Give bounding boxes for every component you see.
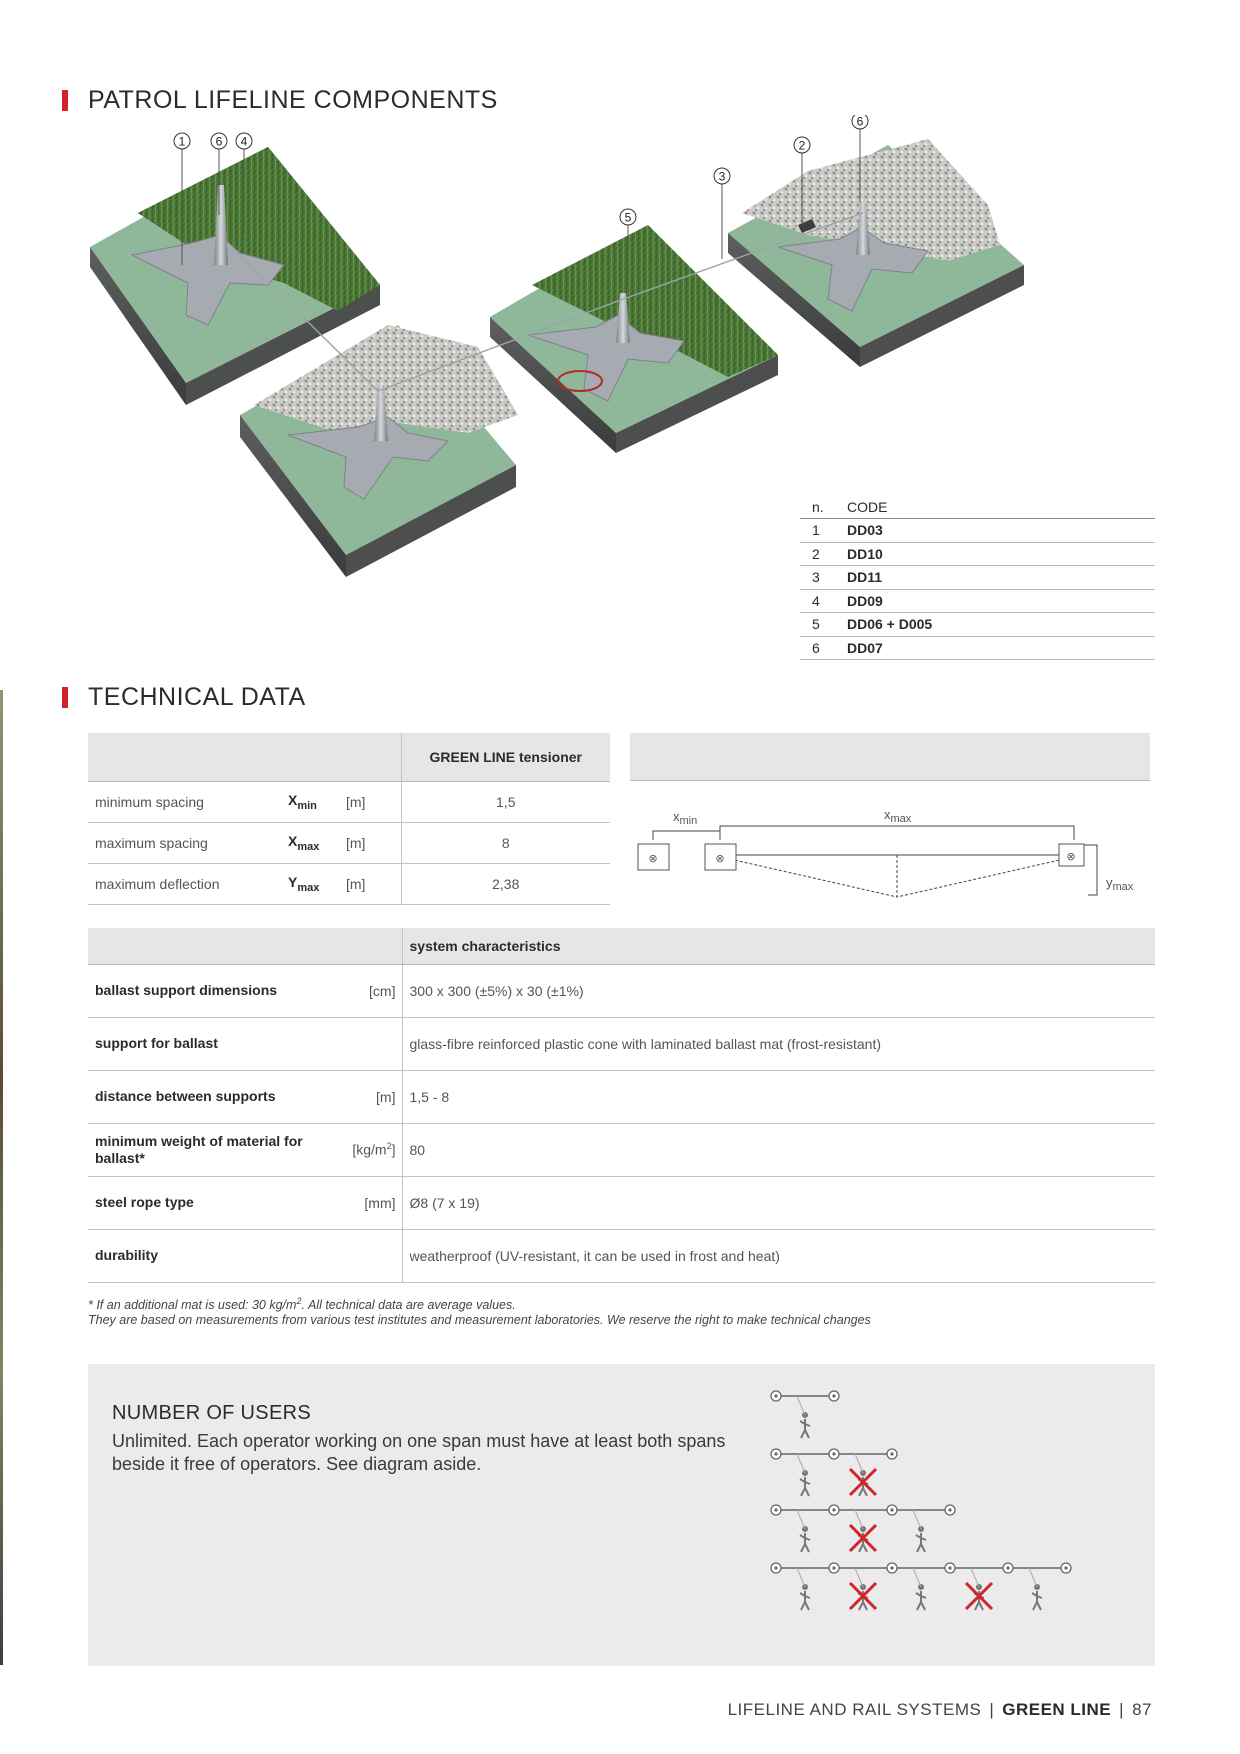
row-unit: [m] xyxy=(318,1070,402,1123)
svg-text:4: 4 xyxy=(240,134,248,149)
row-value: 8 xyxy=(401,822,610,863)
operator-icon xyxy=(913,1568,926,1610)
section-title-text: PATROL LIFELINE COMPONENTS xyxy=(88,86,498,114)
row-symbol: $Y_{max}$ xyxy=(288,863,346,904)
xmax-label: $x_{max}$ xyxy=(884,807,912,825)
tensioner-header: GREEN LINE tensioner xyxy=(401,733,610,781)
table-row xyxy=(88,1070,1155,1123)
anchor-icon xyxy=(887,1563,897,1573)
row-unit xyxy=(318,1017,402,1070)
table-row xyxy=(88,1176,1155,1229)
row-label: maximum deflection xyxy=(88,863,288,904)
callout-3 xyxy=(714,168,730,259)
svg-text:6: 6 xyxy=(215,134,223,149)
row-unit: [m] xyxy=(346,781,401,822)
table-row xyxy=(88,1123,1155,1176)
svg-text:2: 2 xyxy=(798,138,806,153)
footnote-line-2: They are based on measurements from various test institutes and measurement laboratories. We reserve the right to make technical changes xyxy=(88,1313,871,1327)
anchor-icon xyxy=(1003,1563,1013,1573)
spacing-header-empty xyxy=(88,733,401,781)
row-unit: [mm] xyxy=(318,1176,402,1229)
row-label: minimum weight of material for ballast* xyxy=(88,1123,318,1176)
row-label: ballast support dimensions xyxy=(88,964,318,1017)
svg-text:⊗: ⊗ xyxy=(1066,851,1076,863)
users-diagram-row xyxy=(771,1505,955,1552)
row-value: glass-fibre reinforced plastic cone with laminated ballast mat (frost-resistant) xyxy=(402,1017,1155,1070)
operator-icon xyxy=(1029,1568,1042,1610)
table-row xyxy=(88,822,610,863)
row-number: 5 xyxy=(800,613,847,637)
code-table-header xyxy=(800,495,1155,519)
row-value: 1,5 - 8 xyxy=(402,1070,1155,1123)
section-marker xyxy=(62,90,68,111)
anchor-icon xyxy=(945,1505,955,1515)
table-row xyxy=(88,781,610,822)
page-edge-strip xyxy=(0,690,3,1665)
users-diagram xyxy=(768,1384,1128,1659)
operator-icon xyxy=(797,1396,810,1438)
system-table-header xyxy=(88,928,1155,964)
anchor-icon xyxy=(829,1391,839,1401)
section-title-text: TECHNICAL DATA xyxy=(88,683,306,711)
svg-text:6: 6 xyxy=(856,115,864,129)
anchor-icon xyxy=(829,1563,839,1573)
row-unit: [m] xyxy=(346,822,401,863)
row-number: 3 xyxy=(800,566,847,590)
footer-section: LIFELINE AND RAIL SYSTEMS xyxy=(727,1700,982,1719)
users-diagram-row xyxy=(771,1563,1071,1610)
anchor-icon xyxy=(771,1449,781,1459)
col-number-header: n. xyxy=(800,495,847,519)
table-row xyxy=(800,613,1155,637)
table-row xyxy=(800,636,1155,660)
table-row xyxy=(800,519,1155,543)
page-number: 87 xyxy=(1132,1700,1152,1719)
operator-icon xyxy=(797,1568,810,1610)
spacing-table-header xyxy=(88,733,610,781)
component-code-table xyxy=(800,495,1155,660)
section-marker xyxy=(62,687,68,708)
operator-icon xyxy=(913,1510,926,1552)
footer-brand: GREEN LINE xyxy=(1002,1700,1112,1719)
anchor-icon xyxy=(638,844,1084,870)
row-code: DD07 xyxy=(847,636,1155,660)
row-label: durability xyxy=(88,1229,318,1282)
row-value: 2,38 xyxy=(401,863,610,904)
anchor-icon xyxy=(887,1505,897,1515)
row-code: DD03 xyxy=(847,519,1155,543)
row-value: 80 xyxy=(402,1123,1155,1176)
row-value: Ø8 (7 x 19) xyxy=(402,1176,1155,1229)
row-label: distance between supports xyxy=(88,1070,318,1123)
row-label: maximum spacing xyxy=(88,822,288,863)
table-row xyxy=(88,863,610,904)
row-code: DD09 xyxy=(847,589,1155,613)
row-code: DD06 + D005 xyxy=(847,613,1155,637)
users-description: Unlimited. Each operator working on one span must have at least both spans beside it free of operators. See diagram aside. xyxy=(112,1431,726,1474)
operator-icon xyxy=(797,1454,810,1496)
table-row xyxy=(800,566,1155,590)
anchor-icon xyxy=(771,1391,781,1401)
users-diagram-row xyxy=(771,1449,897,1496)
row-label: support for ballast xyxy=(88,1017,318,1070)
row-label: minimum spacing xyxy=(88,781,288,822)
svg-text:1: 1 xyxy=(178,134,186,149)
spacing-diagram xyxy=(630,733,1150,903)
row-number: 4 xyxy=(800,589,847,613)
row-unit: [cm] xyxy=(318,964,402,1017)
users-title: NUMBER OF USERS xyxy=(112,1402,311,1424)
row-number: 1 xyxy=(800,519,847,543)
system-header-title: system characteristics xyxy=(402,928,1155,964)
row-unit: $[kg/m^2]$ xyxy=(318,1123,402,1176)
anchor-icon xyxy=(771,1505,781,1515)
anchor-icon xyxy=(1061,1563,1071,1573)
svg-text:3: 3 xyxy=(718,169,726,184)
support-block-gravel-4 xyxy=(728,139,1024,367)
table-row xyxy=(800,589,1155,613)
svg-text:⊗: ⊗ xyxy=(648,853,658,865)
row-value: 1,5 xyxy=(401,781,610,822)
table-row xyxy=(88,964,1155,1017)
row-number: 6 xyxy=(800,636,847,660)
svg-text:⊗: ⊗ xyxy=(715,853,725,865)
table-row xyxy=(88,1017,1155,1070)
footnote-line-1: * If an additional mat is used: 30 $kg/m^2$. All technical data are average values. xyxy=(88,1296,516,1313)
section-title-components xyxy=(62,86,498,115)
row-code: DD11 xyxy=(847,566,1155,590)
col-code-header: CODE xyxy=(847,495,1155,519)
row-unit: [m] xyxy=(346,863,401,904)
svg-text:5: 5 xyxy=(624,210,632,225)
operator-icon xyxy=(797,1510,810,1552)
support-block-gravel-2 xyxy=(240,325,518,577)
section-title-technical xyxy=(62,683,306,712)
anchor-icon xyxy=(829,1505,839,1515)
row-code: DD10 xyxy=(847,542,1155,566)
spacing-diagram-drawing xyxy=(630,781,1150,903)
system-header-empty xyxy=(88,928,402,964)
page-footer: LIFELINE AND RAIL SYSTEMS | GREEN LINE | 87 xyxy=(727,1700,1152,1719)
system-characteristics-table xyxy=(88,928,1155,1283)
number-of-users-panel xyxy=(88,1364,1155,1666)
spacing-table xyxy=(88,733,610,905)
row-unit xyxy=(318,1229,402,1282)
table-row xyxy=(800,542,1155,566)
table-row xyxy=(88,1229,1155,1282)
spacing-diagram-header xyxy=(630,733,1150,781)
ymax-label: $y_{max}$ xyxy=(1106,875,1134,893)
xmin-label: $x_{min}$ xyxy=(673,809,698,827)
row-number: 2 xyxy=(800,542,847,566)
anchor-icon xyxy=(829,1449,839,1459)
anchor-icon xyxy=(945,1563,955,1573)
row-value: weatherproof (UV-resistant, it can be used in frost and heat) xyxy=(402,1229,1155,1282)
row-label: steel rope type xyxy=(88,1176,318,1229)
row-symbol: $X_{min}$ xyxy=(288,781,346,822)
row-symbol: $X_{max}$ xyxy=(288,822,346,863)
row-value: 300 x 300 (±5%) x 30 (±1%) xyxy=(402,964,1155,1017)
anchor-icon xyxy=(771,1563,781,1573)
users-diagram-row xyxy=(771,1391,839,1438)
anchor-icon xyxy=(887,1449,897,1459)
